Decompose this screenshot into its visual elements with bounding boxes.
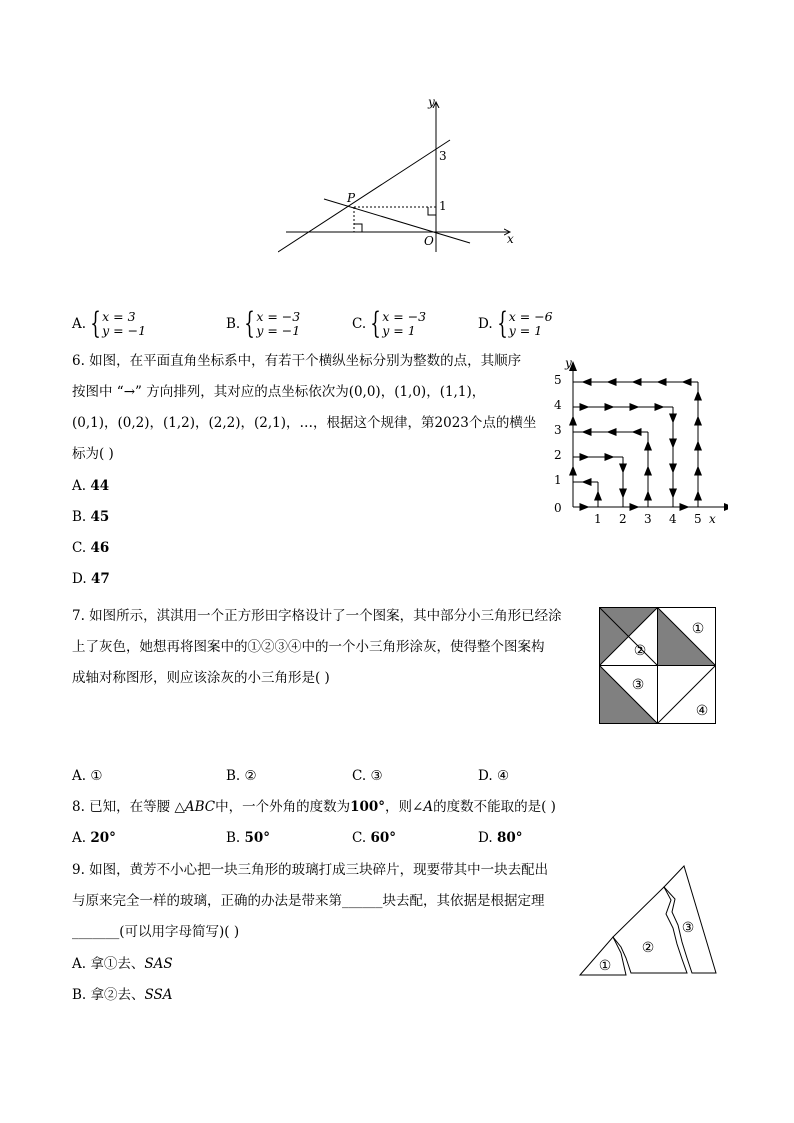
q8-option-a[interactable]: A. 20° [72, 830, 116, 846]
q6-x-axis-label: x [709, 512, 716, 526]
q9-label-2: ② [641, 940, 655, 956]
q9-stem-line3: _______(可以用字母简写)( ) [72, 924, 240, 940]
q6-y-tick-2: 2 [554, 448, 562, 462]
q6-y-axis-label: y [565, 356, 572, 370]
q9-option-a[interactable]: A. 拿①去、SAS [72, 956, 173, 972]
q5-option-c[interactable]: C. { x = −3 y = 1 [352, 306, 427, 341]
q5-coordinate-figure [278, 92, 523, 257]
q6-grid [573, 362, 728, 507]
q9-piece-2 [613, 887, 687, 973]
q9-label-1: ① [598, 958, 612, 974]
q8-stem: 8. 已知，在等腰 △ABC中，一个外角的度数为100°，则∠A的度数不能取的是( ) [72, 799, 556, 815]
q8-option-b[interactable]: B. 50° [226, 830, 271, 846]
q7-stem-line3: 成轴对称图形，则应该涂灰的小三角形是( ) [72, 670, 330, 686]
point-p-label: P [347, 191, 356, 205]
q7-option-b[interactable]: B. ② [226, 768, 257, 784]
y-value-3: 3 [439, 149, 447, 163]
q9-stem-line1: 9. 如图，黄芳不小心把一块三角形的玻璃打成三块碎片，现要带其中一块去配出 [72, 862, 549, 878]
q6-y-tick-5: 5 [554, 373, 562, 387]
q6-option-d[interactable]: D. 47 [72, 571, 110, 587]
q7-stem-line2: 上了灰色，她想再将图案中的①②③④中的一个小三角形涂灰，使得整个图案构 [72, 639, 545, 655]
y-value-1: 1 [439, 199, 447, 213]
q6-x-tick-3: 3 [644, 512, 652, 526]
q6-arrow-path [573, 382, 698, 507]
q7-label-3: ③ [631, 677, 645, 693]
right-angle-mark-2 [354, 224, 362, 232]
q7-option-a[interactable]: A. ① [72, 768, 103, 784]
q7-option-c[interactable]: C. ③ [352, 768, 383, 784]
q6-y-tick-4: 4 [554, 398, 562, 412]
q6-option-c[interactable]: C. 46 [72, 540, 110, 556]
q6-x-tick-5: 5 [694, 512, 702, 526]
q6-option-b[interactable]: B. 45 [72, 509, 110, 525]
q5-option-b[interactable]: B. { x = −3 y = −1 [226, 306, 301, 341]
q5-option-d[interactable]: D. { x = −6 y = 1 [478, 306, 553, 341]
q7-label-4: ④ [695, 703, 709, 719]
line-through-p-and-o [324, 199, 470, 243]
q6-spiral-grid-figure [548, 352, 728, 530]
q7-label-2: ② [633, 643, 647, 659]
q6-y-tick-3: 3 [554, 423, 562, 437]
x-axis-label: x [507, 232, 514, 246]
q8-option-c[interactable]: C. 60° [352, 830, 396, 846]
y-axis-label: y [428, 95, 435, 109]
q7-label-1: ① [691, 621, 705, 637]
q7-square-pattern-figure [598, 606, 720, 728]
q6-origin-label: 0 [554, 501, 562, 515]
q6-y-tick-1: 1 [554, 473, 562, 487]
q6-x-tick-1: 1 [594, 512, 602, 526]
q5-option-a[interactable]: A. { x = 3 y = −1 [72, 306, 147, 341]
right-angle-mark-1 [428, 207, 436, 215]
q6-option-a[interactable]: A. 44 [72, 478, 110, 494]
q6-x-tick-2: 2 [619, 512, 627, 526]
q9-broken-glass-figure [576, 862, 724, 982]
q9-stem-line2: 与原来完全一样的玻璃，正确的办法是带来第______块去配，其依据是根据定理 [72, 893, 545, 909]
origin-label: O [424, 234, 434, 248]
q6-stem-line4: 标为( ) [72, 446, 114, 462]
q7-option-d[interactable]: D. ④ [478, 768, 510, 784]
q6-stem-line2: 按图中 “→” 方向排列，其对应的点坐标依次为(0,0)，(1,0)，(1,1)， [72, 384, 486, 400]
q9-label-3: ③ [681, 920, 695, 936]
q6-stem-line3: (0,1)，(0,2)，(1,2)，(2,2)，(2,1)，…，根据这个规律，第2023个点的横坐 [72, 415, 537, 431]
q6-x-tick-4: 4 [669, 512, 677, 526]
q6-stem-line1: 6. 如图，在平面直角坐标系中，有若干个横纵坐标分别为整数的点，其顺序 [72, 353, 522, 369]
q7-stem-line1: 7. 如图所示，淇淇用一个正方形田字格设计了一个图案，其中部分小三角形已经涂 [72, 608, 562, 624]
q9-option-b[interactable]: B. 拿②去、SSA [72, 987, 173, 1003]
q8-option-d[interactable]: D. 80° [478, 830, 523, 846]
